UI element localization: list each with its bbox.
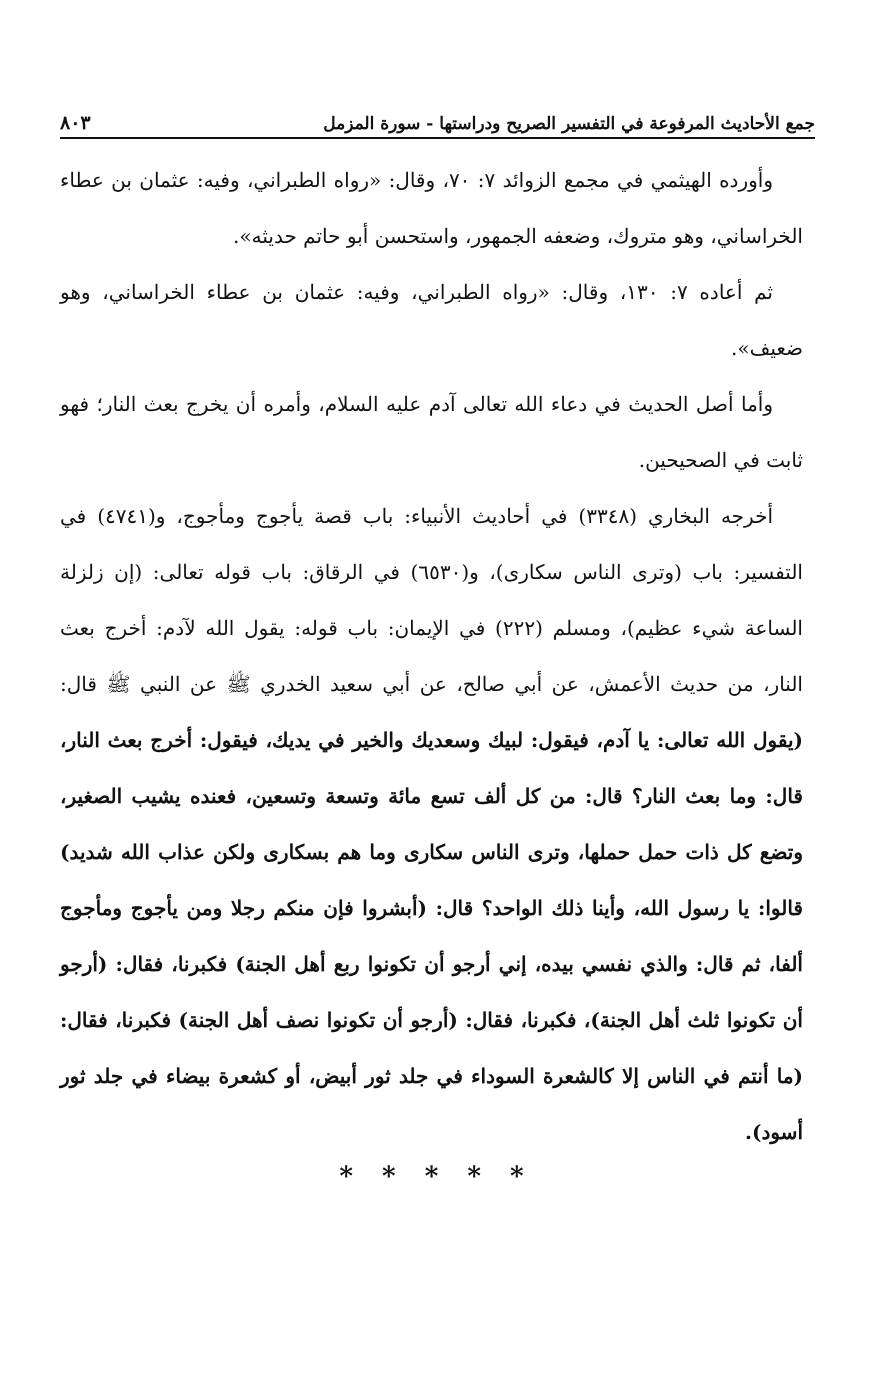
running-title: جمع الأحاديث المرفوعة في التفسير الصريح ودراستها - سورة المزمل	[323, 114, 815, 134]
paragraph-takhrij	[60, 488, 803, 1160]
page-body	[60, 152, 803, 1160]
takhrij-intro: أخرجه البخاري (٣٣٤٨) في أحاديث الأنبياء: باب قصة يأجوج ومأجوج، و(٤٧٤١) في التفسير: باب (وترى الناس سكارى)، و(٦٥٣٠) في الرقاق: باب قوله تعالى: (إن زلزلة الساعة شيء عظيم)، ومسلم (٢٢٢) في الإيمان: باب قوله: يقول الله لآدم: أخرج بعث النار، من حديث الأعمش، عن أبي صالح، عن أبي سعيد الخدري ﷺ عن النبي ﷺ قال:	[60, 504, 803, 696]
header-divider	[60, 137, 815, 139]
section-separator: * * * * *	[339, 1162, 534, 1192]
paragraph-origin: وأما أصل الحديث في دعاء الله تعالى آدم عليه السلام، وأمره أن يخرج بعث النار؛ فهو ثابت في الصحيحين.	[60, 392, 803, 472]
hadith-text: (يقول الله تعالى: يا آدم، فيقول: لبيك وسعديك والخير في يديك، فيقول: أخرج بعث النار، قال: وما بعث النار؟ قال: من كل ألف تسع مائة وتسعة وتسعين، فعنده يشيب الصغير، وتضع كل ذات حمل حملها، وترى الناس سكارى وما هم بسكارى ولكن عذاب الله شديد) قالوا: يا رسول الله، وأينا ذلك الواحد؟ قال: (أبشروا فإن منكم رجلا ومن يأجوج ومأجوج ألفا، ثم قال: والذي نفسي بيده، إني أرجو أن تكونوا ربع أهل الجنة) فكبرنا، فقال: (أرجو أن تكونوا ثلث أهل الجنة)، فكبرنا، فقال: (أرجو أن تكونوا نصف أهل الجنة) فكبرنا، فقال: (ما أنتم في الناس إلا كالشعرة السوداء في جلد ثور أبيض، أو كشعرة بيضاء في جلد ثور أسود).	[60, 728, 803, 1144]
paragraph-repeat: ثم أعاده ٧: ١٣٠، وقال: «رواه الطبراني، وفيه: عثمان بن عطاء الخراساني، وهو ضعيف».	[60, 280, 803, 360]
page-number: ٨٠٣	[60, 112, 91, 134]
page-header	[60, 100, 815, 134]
paragraph-haythami: وأورده الهيثمي في مجمع الزوائد ٧: ٧٠، وقال: «رواه الطبراني، وفيه: عثمان بن عطاء الخراساني، وهو متروك، وضعفه الجمهور، واستحسن أبو حاتم حديثه».	[60, 168, 803, 248]
